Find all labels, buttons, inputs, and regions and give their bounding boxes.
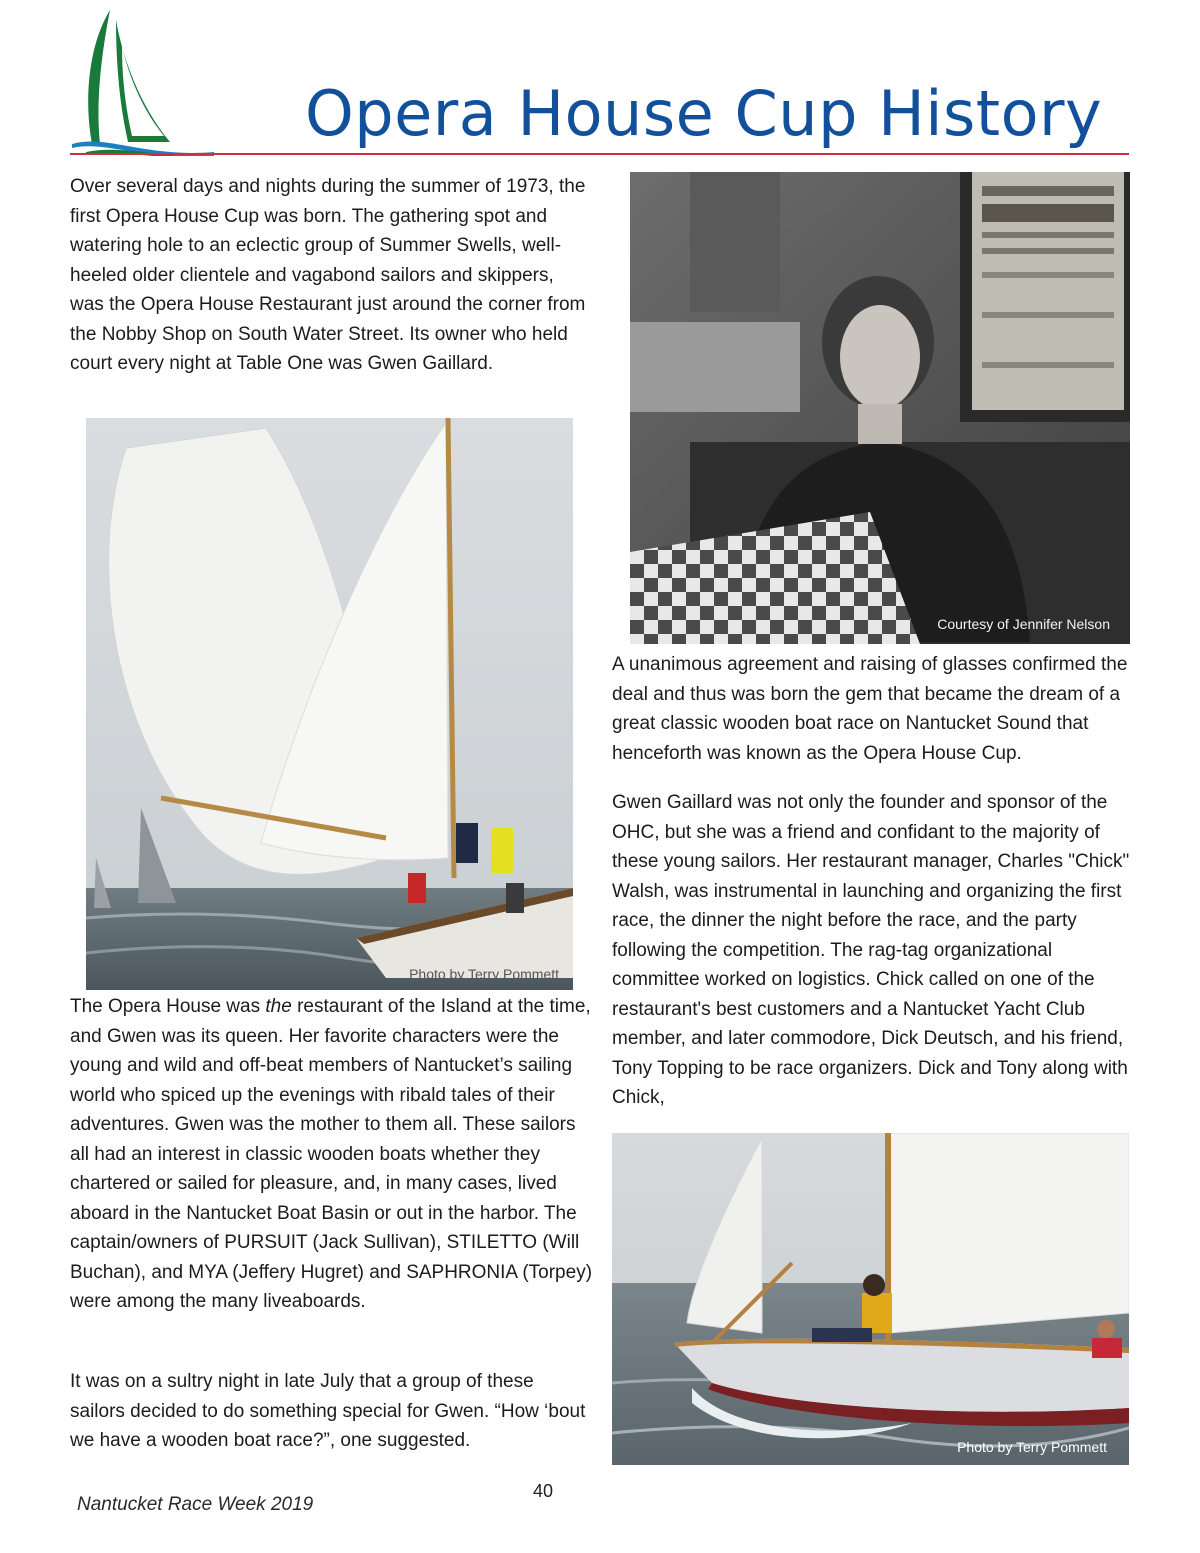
page-title: Opera House Cup History — [305, 77, 1103, 150]
photo-credit: Courtesy of Jennifer Nelson — [937, 616, 1110, 632]
intro-paragraph: Over several days and nights during the summer of 1973, the first Opera House Cup was born. The gathering spot and watering hole to an eclectic group of Summer Swells, well-heeled older clientele and vagabond sailors and skippers, was the Opera House Restaurant just around the corner from the Nobby Shop on South Water Street. Its owner who held court every night at Table One was Gwen Gaillard. — [70, 176, 586, 374]
sailboat-wave-logo-icon — [66, 6, 216, 156]
title-divider — [70, 153, 1129, 155]
founder-paragraph: Gwen Gaillard was not only the founder and sponsor of the OHC, but she was a friend and confidant to the majority of these young sailors. Her restaurant manager, Charles "Chick" Walsh, was instrumental in launching and organizing the first race, the dinner the night before the race, and the party following the competition. The rag-tag organizational committee worked on logistics. Chick called on one of the restaurant's best customers and a Nantucket Yacht Club member, and later commodore, Dick Deutsch, and his friend, Tony Topping to be race organizers. Dick and Tony along with Chick, — [612, 792, 1130, 1108]
photo-credit: Photo by Terry Pommett — [409, 966, 559, 982]
emphasis-text: the — [265, 996, 292, 1017]
opera-house-paragraph: The Opera House was the restaurant of the Island at the time, and Gwen was its queen. Her favorite characters were the young and wild and off-beat members of Nantucket’s sailing world who spiced up the evenings with ribald tales of their adventures. Gwen was the mother to them all. These sailors all had an interest in classic wooden boats whether they chartered or sailed for pleasure, and, in many cases, lived aboard in the Nantucket Boat Basin or out in the harbor. The captain/owners of PURSUIT (Jack Sullivan), STILETTO (Will Buchan), and MYA (Jeffery Hugret) and SAPHRONIA (Torpey) were among the many liveaboards. — [70, 996, 593, 1312]
agreement-paragraph: A unanimous agreement and raising of glasses confirmed the deal and thus was born the gem that became the dream of a great classic wooden boat race on Nantucket Sound that henceforth was known as the Opera House Cup. — [612, 654, 1128, 764]
publication-footer: Nantucket Race Week 2019 — [77, 1494, 314, 1515]
wooden-sailboat-photo — [612, 1133, 1129, 1465]
sailing-yacht-photo — [86, 418, 573, 990]
page-number: 40 — [533, 1481, 554, 1501]
gwen-gaillard-photo — [630, 172, 1130, 644]
sultry-night-paragraph: It was on a sultry night in late July that a group of these sailors decided to do something special for Gwen. “How ‘bout we have a wooden boat race?”, one suggested. — [70, 1371, 586, 1451]
photo-credit: Photo by Terry Pommett — [957, 1439, 1107, 1455]
